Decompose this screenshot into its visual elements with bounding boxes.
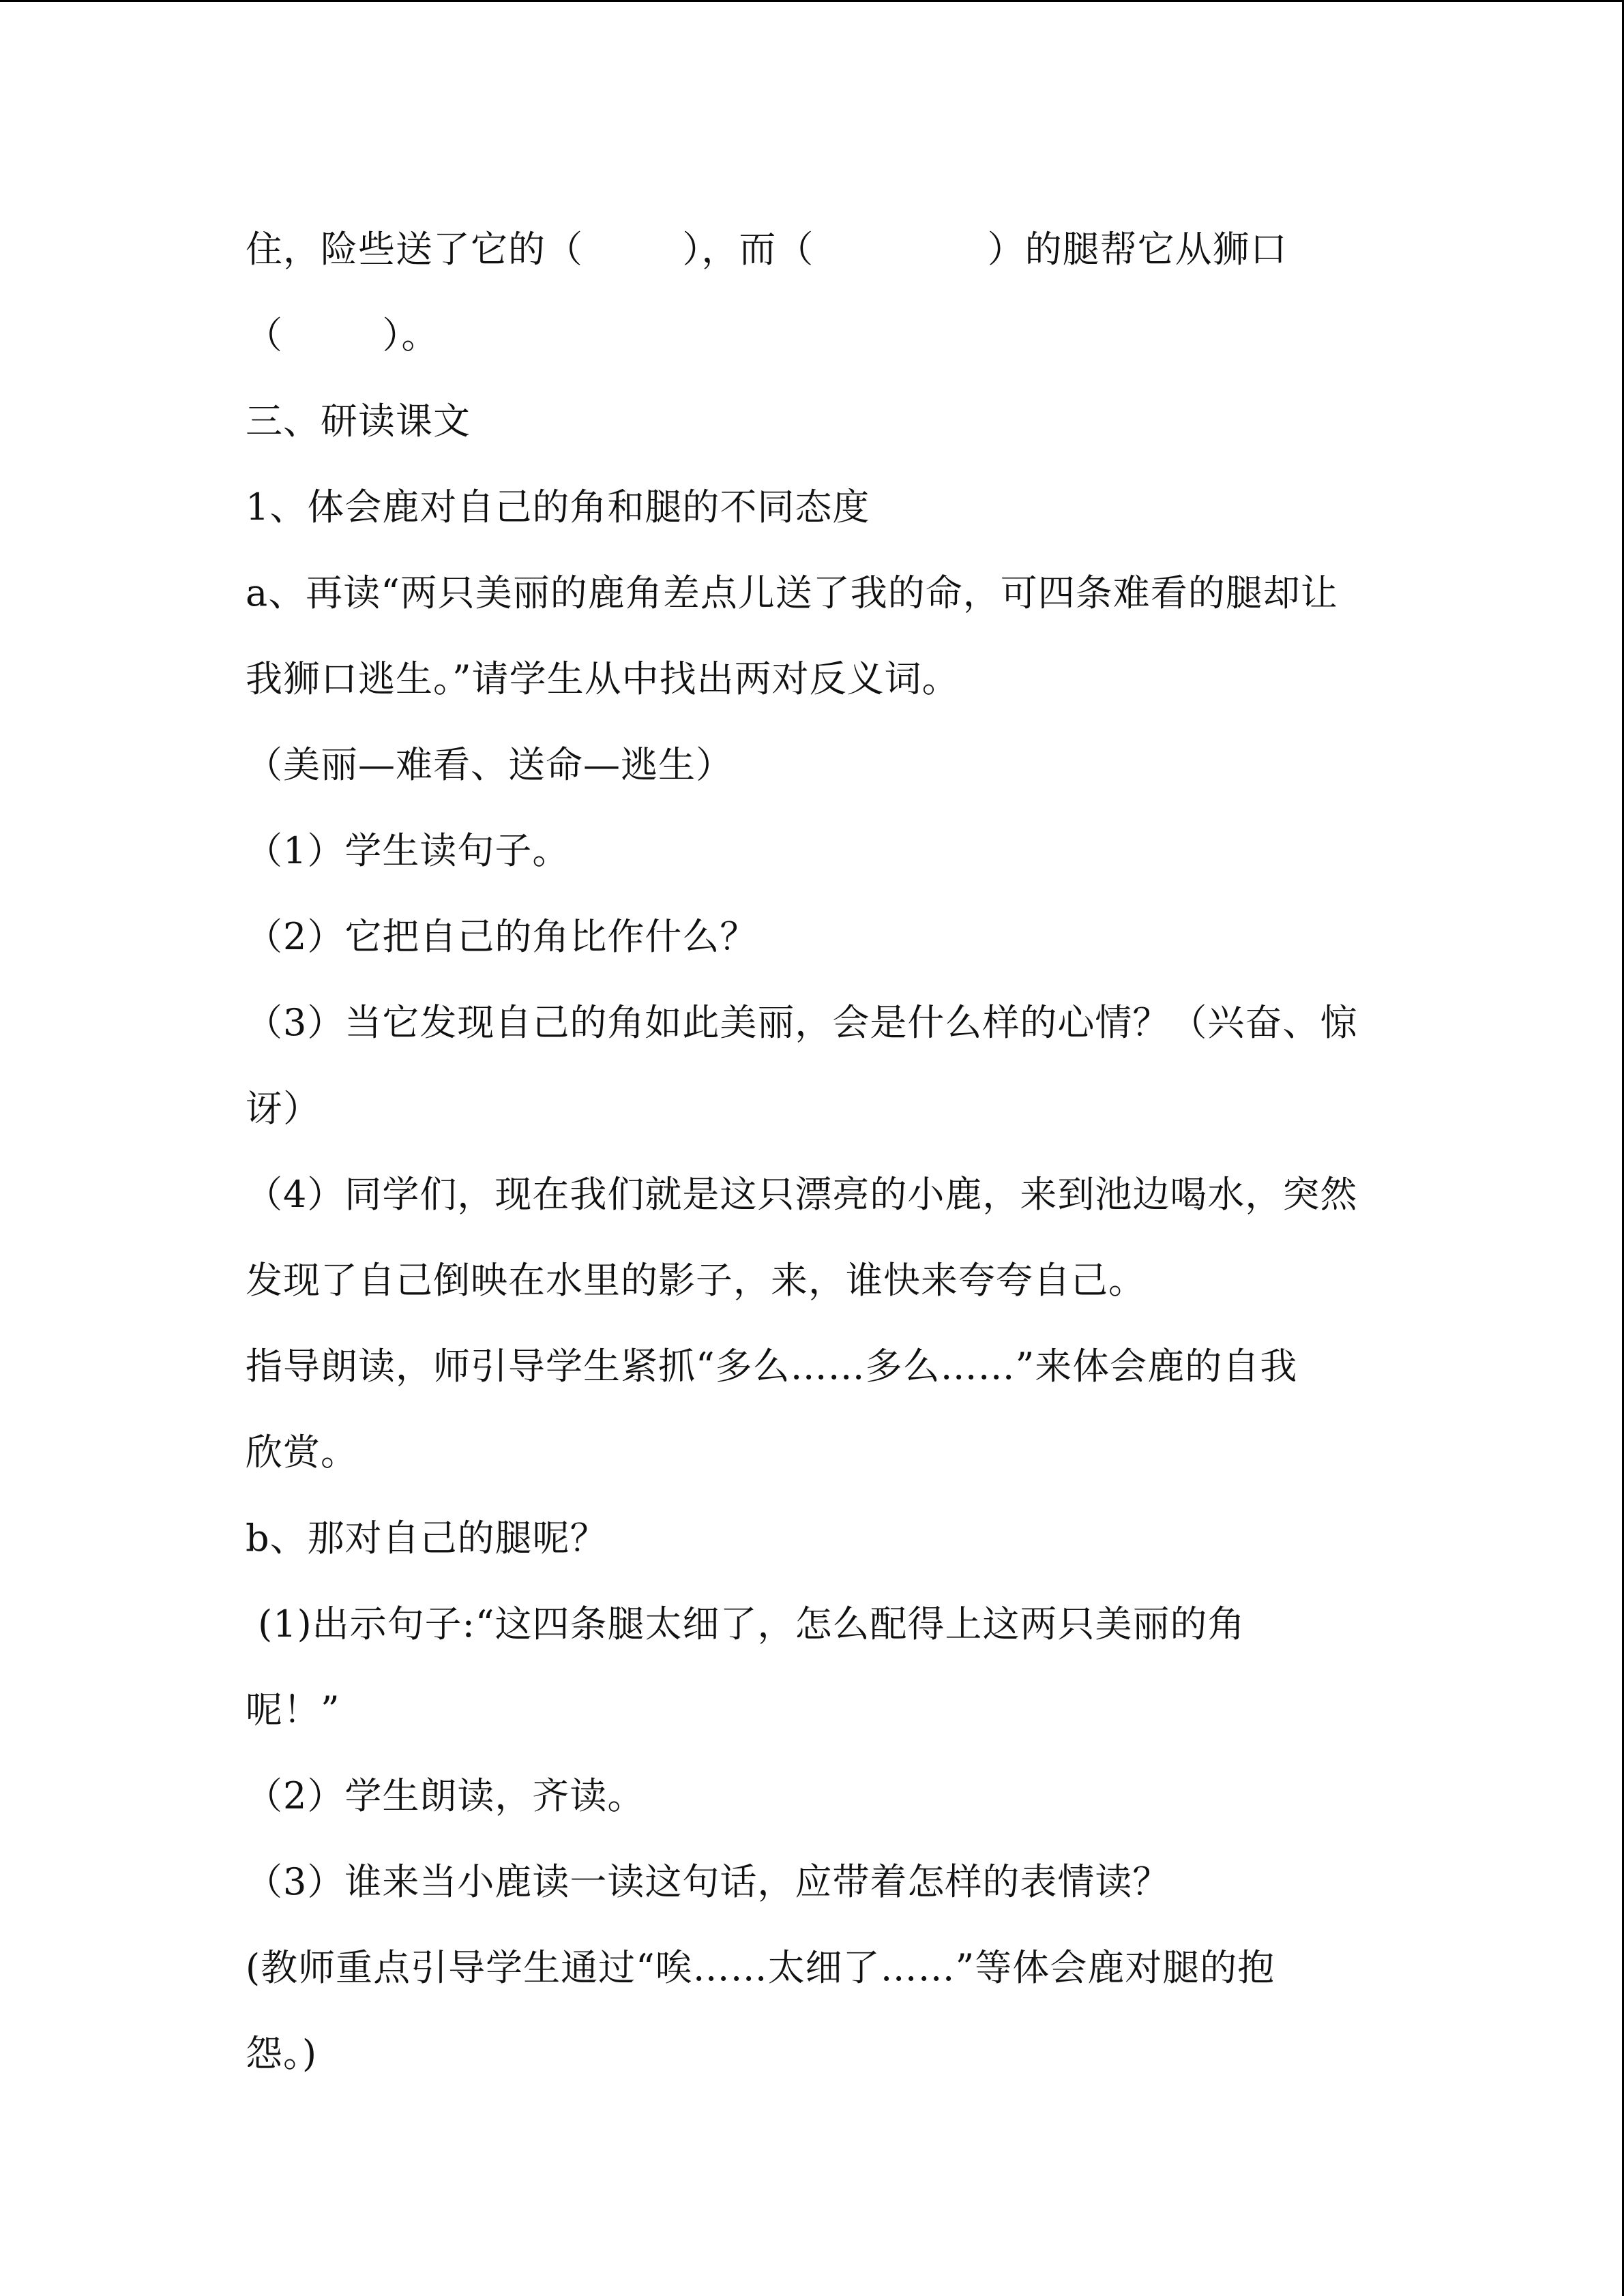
text-line-fill-blank: 住，险些送了它的（ ），而（ ）的腿帮它从狮口	[246, 228, 1288, 271]
list-item: （2）它把自己的角比作什么？	[246, 915, 758, 958]
subsection-item: b、那对自己的腿呢？	[246, 1517, 608, 1560]
list-item: （3）谁来当小鹿读一读这句话，应带着怎样的表情读？	[246, 1860, 1170, 1903]
subsection-heading: 1、体会鹿对自己的角和腿的不同态度	[246, 486, 870, 528]
list-item: （2）学生朗读，齐读。	[246, 1774, 645, 1817]
list-item: （4）同学们，现在我们就是这只漂亮的小鹿，来到池边喝水，突然	[246, 1173, 1358, 1216]
text-line: 欣赏。	[246, 1431, 358, 1474]
text-line: 指导朗读，师引导学生紧抓“多么……多么……”来体会鹿的自我	[246, 1345, 1298, 1388]
list-item-continuation: 呢！”	[246, 1688, 340, 1731]
text-line: 我狮口逃生。”请学生从中找出两对反义词。	[246, 657, 960, 700]
text-line-fill-blank-end: （ ）。	[246, 314, 439, 357]
text-line: (教师重点引导学生通过“唉……太细了……”等体会鹿对腿的抱	[246, 1946, 1275, 1989]
list-item: （3）当它发现自己的角如此美丽，会是什么样的心情？（兴奋、惊	[246, 1001, 1358, 1044]
list-item: （1）学生读句子。	[246, 829, 570, 872]
list-item-continuation: 讶）	[246, 1087, 321, 1130]
section-heading: 三、研读课文	[246, 400, 471, 443]
document-body	[246, 207, 1391, 2097]
text-line: 怨。)	[246, 2032, 318, 2075]
text-line: （美丽—难看、送命—逃生）	[246, 743, 733, 786]
list-item-continuation: 发现了自己倒映在水里的影子，来，谁快来夸夸自己。	[246, 1259, 1146, 1302]
text-line: a、再读“两只美丽的鹿角差点儿送了我的命，可四条难看的腿却让	[246, 571, 1338, 614]
list-item: (1)出示句子:“这四条腿太细了，怎么配得上这两只美丽的角	[246, 1602, 1245, 1645]
